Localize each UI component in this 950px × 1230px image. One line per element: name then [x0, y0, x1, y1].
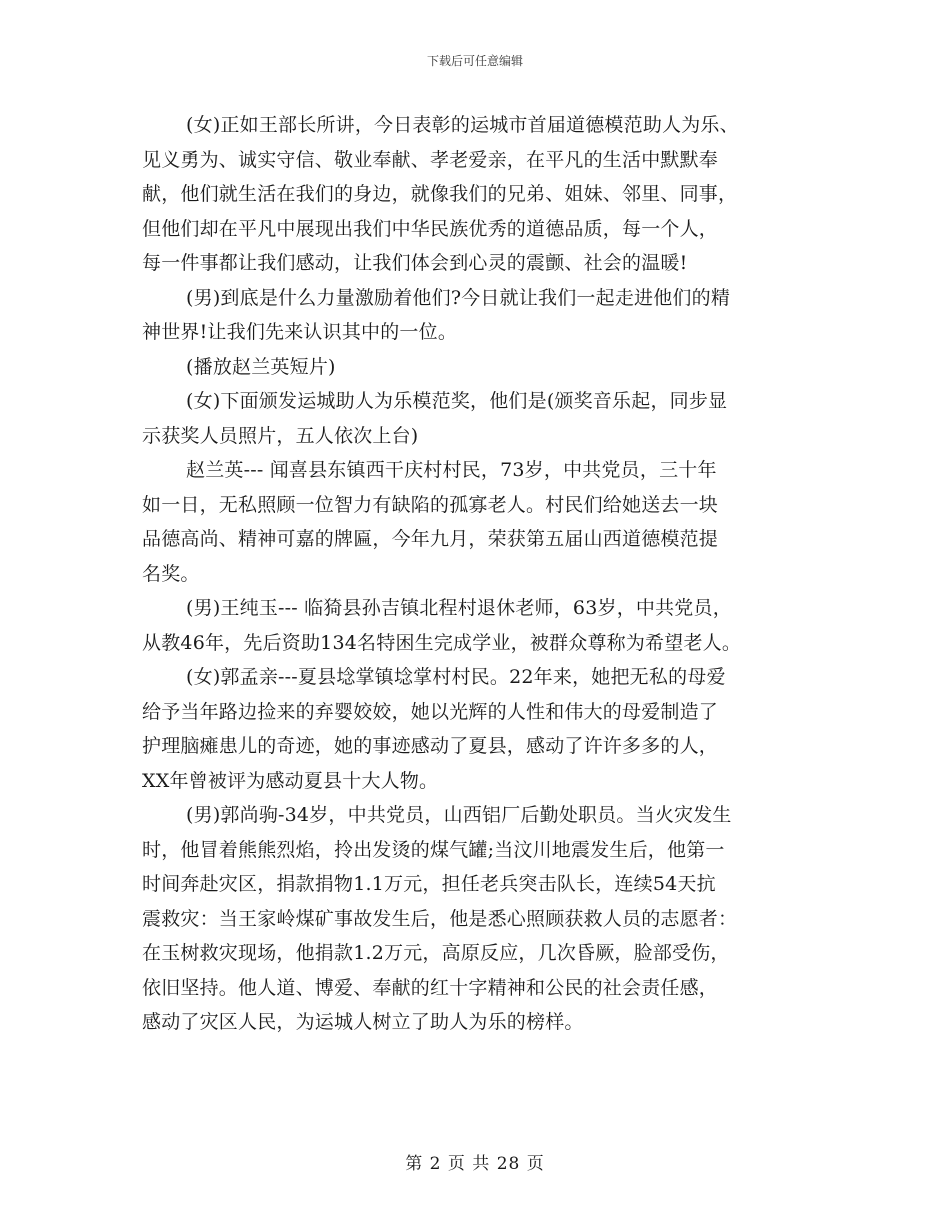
- text-line: 见义勇为、诚实守信、敬业奉献、孝老爱亲，在平凡的生活中默默奉: [142, 148, 719, 171]
- text-line: (播放赵兰英短片): [186, 355, 336, 378]
- text-line: 感动了灾区人民，为运城人树立了助人为乐的榜样。: [142, 1011, 584, 1033]
- text-line: 品德高尚、精神可嘉的牌匾，今年九月，荣获第五届山西道德模范提: [142, 528, 719, 550]
- text-line: 震救灾：当王家岭煤矿事故发生后，他是悉心照顾获救人员的志愿者：: [142, 907, 738, 930]
- text-line: 示获奖人员照片，五人依次上台): [142, 424, 419, 447]
- text-line: (女)下面颁发运城助人为乐模范奖，他们是(颁奖音乐起，同步显: [186, 390, 728, 412]
- text-line: 护理脑瘫患儿的奇迹，她的事迹感动了夏县，感动了许许多多的人，: [142, 735, 719, 757]
- paragraph: [142, 453, 818, 591]
- text-line: XX年曾被评为感动夏县十大人物。: [142, 769, 439, 792]
- text-line: 但他们却在平凡中展现出我们中华民族优秀的道德品质，每一个人，: [142, 217, 719, 240]
- page-header: 下载后可任意编辑: [426, 54, 523, 68]
- page-number: 第 2 页 共 28 页: [405, 1154, 545, 1174]
- paragraph: [142, 281, 818, 350]
- text-line: 如一日，无私照顾一位智力有缺陷的孤寡老人。村民们给她送去一块: [142, 493, 719, 516]
- paragraph: [142, 591, 818, 660]
- text-line: 依旧坚持。他人道、博爱、奉献的红十字精神和公民的社会责任感，: [142, 976, 719, 999]
- paragraph: [142, 660, 818, 798]
- document-body: [142, 108, 818, 1040]
- text-line: 每一件事都让我们感动，让我们体会到心灵的震颤、社会的温暖!: [142, 252, 688, 274]
- paragraph: [142, 108, 818, 281]
- paragraph: [142, 350, 818, 385]
- text-line: 神世界!让我们先来认识其中的一位。: [142, 321, 458, 343]
- text-line: (男)到底是什么力量激励着他们?今日就让我们一起走进他们的精: [186, 286, 731, 309]
- text-line: (女)正如王部长所讲，今日表彰的运城市首届道德模范助人为乐、: [186, 114, 739, 136]
- text-line: 时，他冒着熊熊烈焰，拎出发烫的煤气罐;当汶川地震发生后，他第一: [142, 838, 725, 861]
- text-line: 献，他们就生活在我们的身边，就像我们的兄弟、姐妹、邻里、同事，: [142, 183, 738, 205]
- text-line: (男)王纯玉--- 临猗县孙吉镇北程村退休老师，63岁，中共党员，: [186, 597, 732, 619]
- text-line: 赵兰英--- 闻喜县东镇西干庆村村民，73岁，中共党员，三十年: [186, 459, 717, 481]
- paragraph: [142, 798, 818, 1040]
- text-line: 在玉树救灾现场，他捐款1.2万元，高原反应，几次昏厥，脸部受伤，: [142, 942, 730, 964]
- text-line: (男)郭尚驹-34岁，中共党员，山西铝厂后勤处职员。当火灾发生: [186, 804, 732, 826]
- text-line: 名奖。: [142, 562, 200, 585]
- paragraph: [142, 384, 818, 453]
- text-line: 从教46年，先后资助134名特困生完成学业，被群众尊称为希望老人。: [142, 631, 742, 654]
- text-line: (女)郭孟亲---夏县埝掌镇埝掌村村民。22年来，她把无私的母爱: [186, 666, 726, 688]
- text-line: 时间奔赴灾区，捐款捐物1.1万元，担任老兵突击队长，连续54天抗: [142, 873, 716, 895]
- text-line: 给予当年路边捡来的弃婴姣姣，她以光辉的人性和伟大的母爱制造了: [142, 700, 719, 723]
